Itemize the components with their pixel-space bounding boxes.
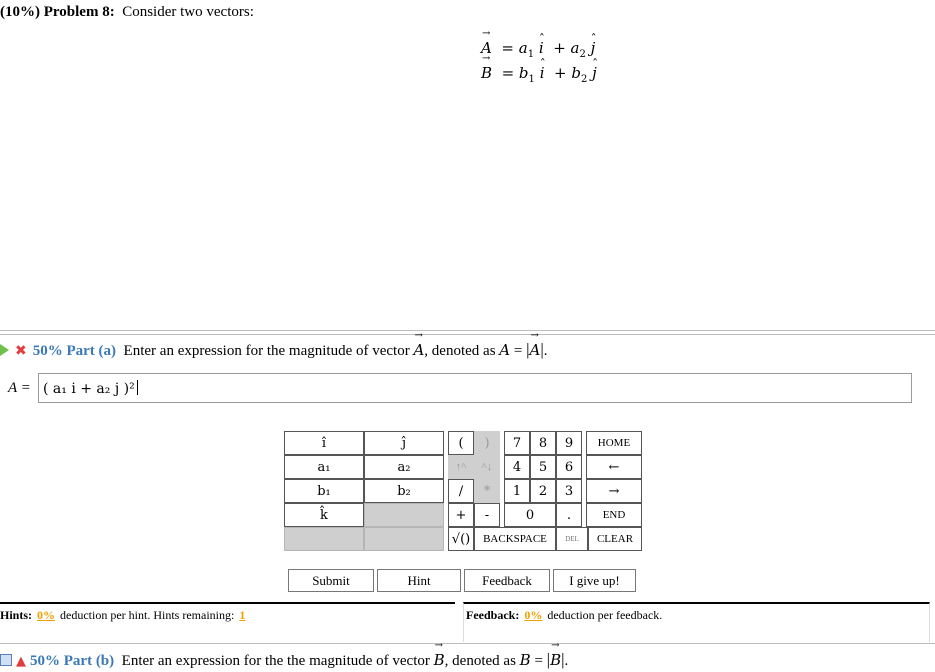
key-7[interactable]: 7 <box>504 431 530 455</box>
text-caret <box>137 380 138 395</box>
part-a-denoted: , denoted as <box>424 343 496 359</box>
equation-b: → $B = b_1$ ˆ $i + b_2$ ˆ j <box>481 64 597 85</box>
key-6[interactable]: 6 <box>556 455 582 479</box>
part-b-percent: 50% <box>30 653 60 669</box>
hints-remaining: 1 <box>239 608 246 622</box>
feedback-label: Feedback: <box>466 608 520 622</box>
key-a2[interactable]: a₂ <box>364 455 444 479</box>
part-b-header: ▲ 50% Part (b) Enter an expression for the the magnitude of vector → B, denoted as B = |→ B|. <box>0 650 568 670</box>
key-end[interactable]: END <box>586 503 642 527</box>
key-4[interactable]: 4 <box>504 455 530 479</box>
part-a-symbol: A <box>499 341 511 359</box>
part-b-vector: → B <box>434 651 445 669</box>
key-5[interactable]: 5 <box>530 455 556 479</box>
key-blank <box>364 527 444 551</box>
part-a-vector: → A <box>413 341 424 359</box>
problem-weight: (10%) <box>0 4 40 20</box>
equation-a: → $A = a_1$ ˆ $i + a_2$ ˆ j <box>481 39 595 60</box>
key-multiply: * <box>474 479 500 503</box>
part-b-label: Part (b) <box>63 653 115 669</box>
key-b2[interactable]: b₂ <box>364 479 444 503</box>
part-a-prompt: Enter an expression for the magnitude of vector <box>123 343 410 359</box>
part-a-header: ✖ 50% Part (a) Enter an expression for the magnitude of vector → A, denoted as A = |→ A|. <box>0 340 548 360</box>
key-minus[interactable]: - <box>474 503 500 527</box>
key-backspace[interactable]: BACKSPACE <box>474 527 556 551</box>
part-b-denoted: , denoted as <box>444 653 516 669</box>
key-home[interactable]: HOME <box>586 431 642 455</box>
key-8[interactable]: 8 <box>530 431 556 455</box>
part-a-magnitude-vector: → A <box>530 341 541 359</box>
feedback-bar <box>463 602 930 642</box>
submit-button[interactable]: Submit <box>288 569 374 592</box>
answer-label: A = <box>8 380 31 396</box>
part-b-prompt: Enter an expression for the the magnitude of vector <box>121 653 430 669</box>
key-dot[interactable]: . <box>556 503 582 527</box>
answer-value: ( a₁ i + a₂ j )² <box>43 380 138 397</box>
problem-title: Problem 8: <box>43 4 115 20</box>
warning-icon: ▲ <box>16 654 26 669</box>
key-9[interactable]: 9 <box>556 431 582 455</box>
part-b-magnitude-vector: → B <box>550 651 561 669</box>
key-i-hat[interactable]: î <box>284 431 364 455</box>
key-down: ^↓ <box>474 455 500 479</box>
key-divide[interactable]: / <box>448 479 474 503</box>
key-plus[interactable]: + <box>448 503 474 527</box>
equation-b-lhs: → B <box>481 64 492 82</box>
give-up-button[interactable]: I give up! <box>553 569 636 592</box>
triangle-right-icon[interactable] <box>0 344 9 356</box>
hints-text: deduction per hint. Hints remaining: <box>60 608 235 622</box>
key-sqrt[interactable]: √() <box>448 527 474 551</box>
key-right-arrow[interactable]: → <box>586 479 642 503</box>
hint-button[interactable]: Hint <box>377 569 461 592</box>
problem-heading <box>0 4 254 21</box>
key-del[interactable]: DEL <box>556 527 588 551</box>
separator <box>0 330 935 331</box>
hints-label: Hints: <box>0 608 33 622</box>
feedback-button[interactable]: Feedback <box>464 569 550 592</box>
part-b-symbol: B <box>519 651 531 669</box>
key-b1[interactable]: b₁ <box>284 479 364 503</box>
part-a-label: Part (a) <box>66 343 117 359</box>
square-icon[interactable] <box>0 654 12 666</box>
key-1[interactable]: 1 <box>504 479 530 503</box>
key-clear[interactable]: CLEAR <box>588 527 642 551</box>
key-0[interactable]: 0 <box>504 503 556 527</box>
equation-a-lhs: → A <box>481 39 492 57</box>
separator <box>0 643 935 644</box>
key-close-paren: ) <box>474 431 500 455</box>
key-open-paren[interactable]: ( <box>448 431 474 455</box>
answer-input[interactable] <box>38 373 912 403</box>
separator <box>0 334 935 335</box>
key-blank <box>364 503 444 527</box>
key-2[interactable]: 2 <box>530 479 556 503</box>
part-a-percent: 50% <box>32 343 63 359</box>
problem-text: Consider two vectors: <box>122 4 254 20</box>
feedback-deduction: 0% <box>524 608 543 622</box>
hints-bar <box>0 602 455 642</box>
key-3[interactable]: 3 <box>556 479 582 503</box>
key-blank <box>284 527 364 551</box>
key-up: ↑^ <box>448 455 474 479</box>
feedback-text: deduction per feedback. <box>547 608 663 622</box>
key-j-hat[interactable]: ĵ <box>364 431 444 455</box>
hints-deduction: 0% <box>37 608 56 622</box>
key-k-hat[interactable]: k̂ <box>284 503 364 527</box>
key-left-arrow[interactable]: ← <box>586 455 642 479</box>
key-a1[interactable]: a₁ <box>284 455 364 479</box>
x-icon: ✖ <box>15 343 27 359</box>
